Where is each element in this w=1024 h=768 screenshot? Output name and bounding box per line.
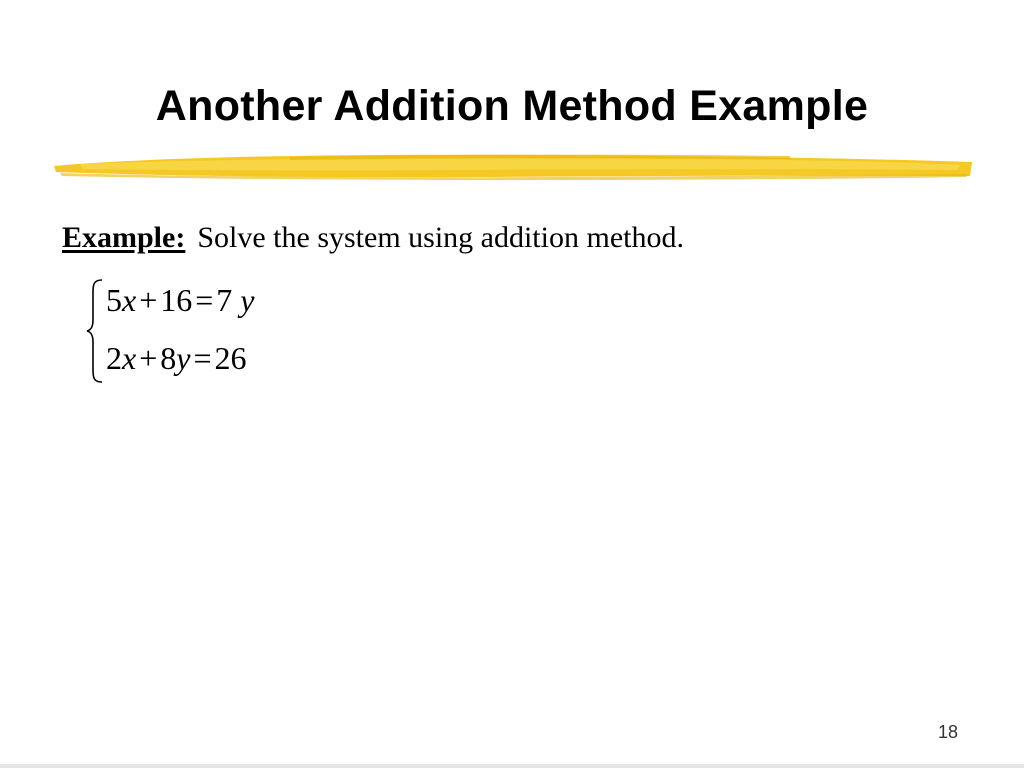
equation-1 (106, 282, 255, 319)
slide-title: Another Addition Method Example (155, 82, 869, 130)
example-label: Example: (62, 221, 186, 254)
example-instruction: Solve the system using addition method. (197, 221, 684, 254)
eq1-var-x: x (122, 282, 137, 318)
page-number: 18 (937, 722, 958, 742)
bottom-divider (0, 764, 1024, 768)
eq2-equals: = (193, 340, 212, 376)
eq1-coef-y: 7 (216, 282, 233, 318)
eq1-plus: + (139, 282, 158, 318)
eq1-equals: = (195, 282, 214, 318)
eq2-coef-y: 8 (160, 340, 177, 376)
system-of-equations (86, 278, 326, 384)
eq2-constant: 26 (214, 340, 247, 376)
eq2-plus: + (139, 340, 158, 376)
example-statement (62, 221, 684, 255)
eq2-coef-x: 2 (106, 340, 122, 376)
eq1-constant: 16 (160, 282, 193, 318)
left-brace (86, 278, 104, 384)
eq1-var-y: y (240, 282, 255, 318)
eq2-var-y: y (176, 340, 191, 376)
eq1-coef-x: 5 (106, 282, 122, 318)
eq2-var-x: x (122, 340, 137, 376)
equation-2 (106, 340, 247, 377)
highlighter-underline (50, 142, 976, 188)
